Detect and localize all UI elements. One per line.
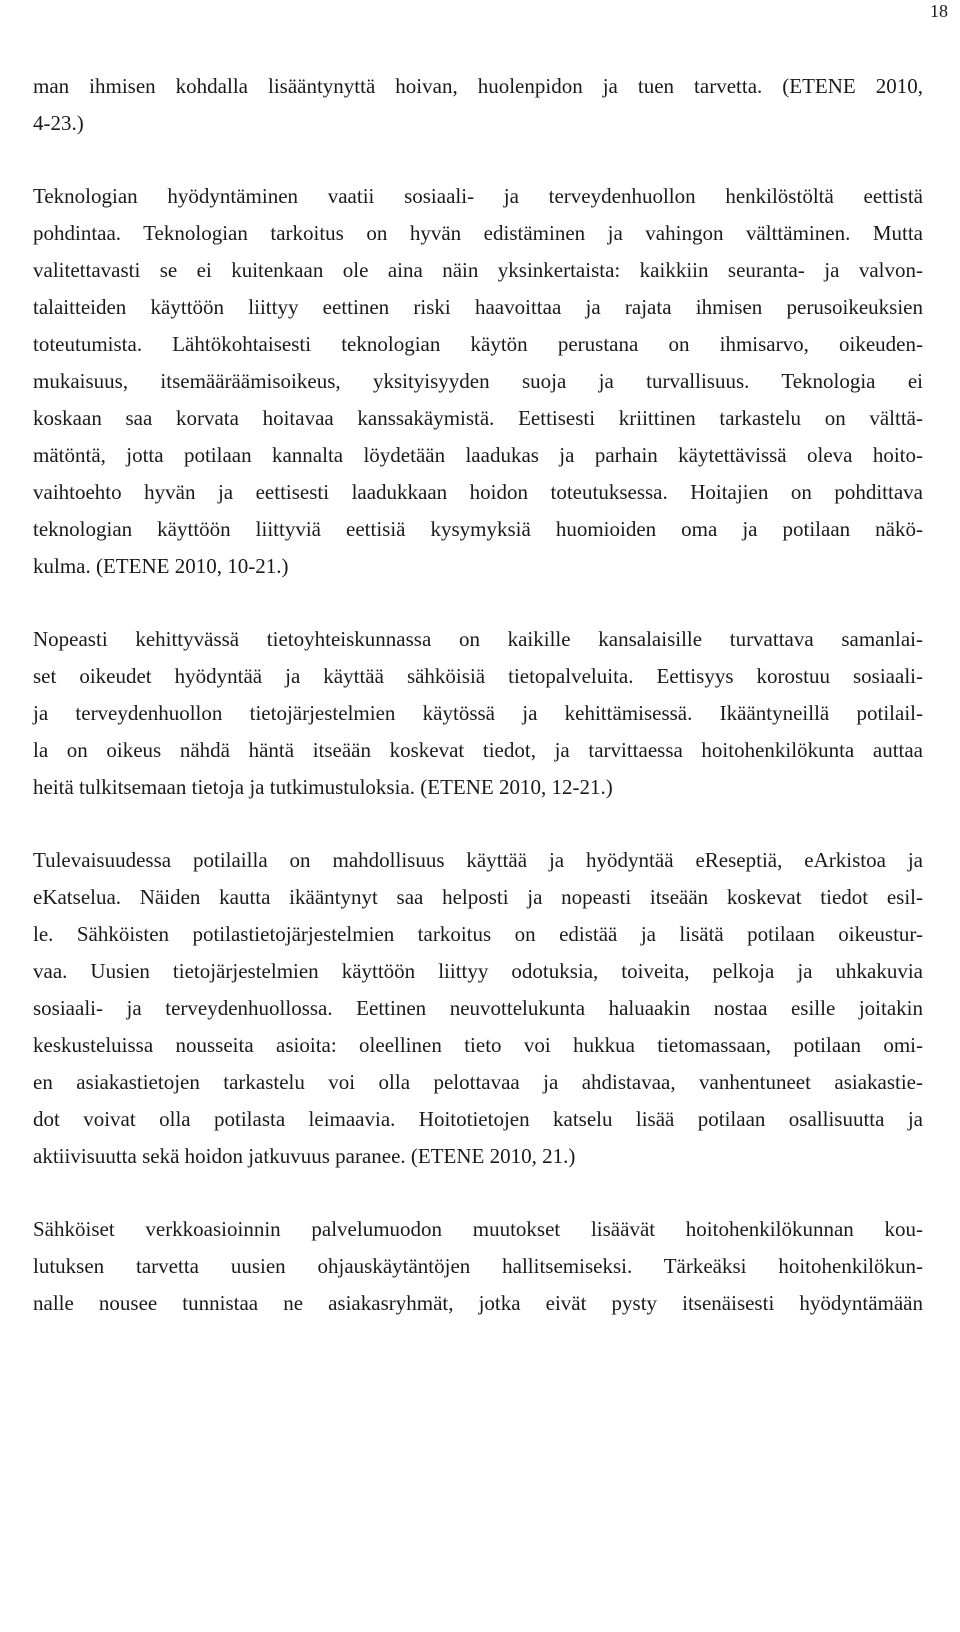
text-line: eKatselua. Näiden kautta ikääntynyt saa helposti ja nopeasti itseään koskevat tiedot esil- [33, 885, 923, 909]
text-line: nalle nousee tunnistaa ne asiakasryhmät, jotka eivät pysty itsenäisesti hyödyntämään [33, 1291, 923, 1315]
text-line: vaa. Uusien tietojärjestelmien käyttöön liittyy odotuksia, toiveita, pelkoja ja uhkakuvia [33, 959, 923, 983]
text-line: lutuksen tarvetta uusien ohjauskäytäntöjen hallitsemiseksi. Tärkeäksi hoitohenkilökun- [33, 1254, 923, 1278]
text-line: Teknologian hyödyntäminen vaatii sosiaali- ja terveydenhuollon henkilöstöltä eettistä [33, 184, 923, 208]
text-line: mätöntä, jotta potilaan kannalta löydetään laadukas ja parhain käytettävissä oleva hoito- [33, 443, 923, 467]
text-line: man ihmisen kohdalla lisääntynyttä hoivan, huolenpidon ja tuen tarvetta. (ETENE 2010, [33, 74, 923, 98]
text-line: Nopeasti kehittyvässä tietoyhteiskunnassa on kaikille kansalaisille turvattava samanlai- [33, 627, 923, 651]
paragraph [33, 178, 923, 585]
text-line: 4-23.) [33, 111, 84, 135]
text-line: aktiivisuutta sekä hoidon jatkuvuus paranee. (ETENE 2010, 21.) [33, 1144, 576, 1168]
text-line: la on oikeus nähdä häntä itseään koskevat tiedot, ja tarvittaessa hoitohenkilökunta auttaa [33, 738, 923, 762]
text-line: en asiakastietojen tarkastelu voi olla pelottavaa ja ahdistavaa, vanhentuneet asiakastie- [33, 1070, 923, 1094]
text-line: kulma. (ETENE 2010, 10-21.) [33, 554, 289, 578]
document-body [33, 68, 923, 1358]
page-number: 18 [930, 1, 948, 21]
paragraph [33, 621, 923, 806]
text-line: set oikeudet hyödyntää ja käyttää sähköisiä tietopalveluita. Eettisyys korostuu sosiaali- [33, 664, 923, 688]
text-line: teknologian käyttöön liittyviä eettisiä kysymyksiä huomioiden oma ja potilaan näkö- [33, 517, 923, 541]
text-line: mukaisuus, itsemääräämisoikeus, yksityisyyden suoja ja turvallisuus. Teknologia ei [33, 369, 923, 393]
paragraph [33, 1211, 923, 1322]
text-line: heitä tulkitsemaan tietoja ja tutkimustuloksia. (ETENE 2010, 12-21.) [33, 775, 613, 799]
text-line: dot voivat olla potilasta leimaavia. Hoitotietojen katselu lisää potilaan osallisuutta ja [33, 1107, 923, 1131]
text-line: toteutumista. Lähtökohtaisesti teknologian käytön perustana on ihmisarvo, oikeuden- [33, 332, 923, 356]
text-line: sosiaali- ja terveydenhuollossa. Eettinen neuvottelukunta haluaakin nostaa esille joitakin [33, 996, 923, 1020]
text-line: talaitteiden käyttöön liittyy eettinen riski haavoittaa ja rajata ihmisen perusoikeuksien [33, 295, 923, 319]
text-line: valitettavasti se ei kuitenkaan ole aina näin yksinkertaista: kaikkiin seuranta- ja valvon- [33, 258, 923, 282]
paragraph [33, 68, 923, 142]
text-line: ja terveydenhuollon tietojärjestelmien käytössä ja kehittämisessä. Ikääntyneillä potilail- [33, 701, 923, 725]
text-line: Sähköiset verkkoasioinnin palvelumuodon muutokset lisäävät hoitohenkilökunnan kou- [33, 1217, 923, 1241]
text-line: Tulevaisuudessa potilailla on mahdollisuus käyttää ja hyödyntää eReseptiä, eArkistoa ja [33, 848, 923, 872]
paragraph [33, 842, 923, 1175]
text-line: vaihtoehto hyvän ja eettisesti laadukkaan hoidon toteutuksessa. Hoitajien on pohdittava [33, 480, 923, 504]
text-line: pohdintaa. Teknologian tarkoitus on hyvän edistäminen ja vahingon välttäminen. Mutta [33, 221, 923, 245]
text-line: koskaan saa korvata hoitavaa kanssakäymistä. Eettisesti kriittinen tarkastelu on välttä- [33, 406, 923, 430]
text-line: le. Sähköisten potilastietojärjestelmien tarkoitus on edistää ja lisätä potilaan oikeustur- [33, 922, 923, 946]
text-line: keskusteluissa nousseita asioita: oleellinen tieto voi hukkua tietomassaan, potilaan omi- [33, 1033, 923, 1057]
